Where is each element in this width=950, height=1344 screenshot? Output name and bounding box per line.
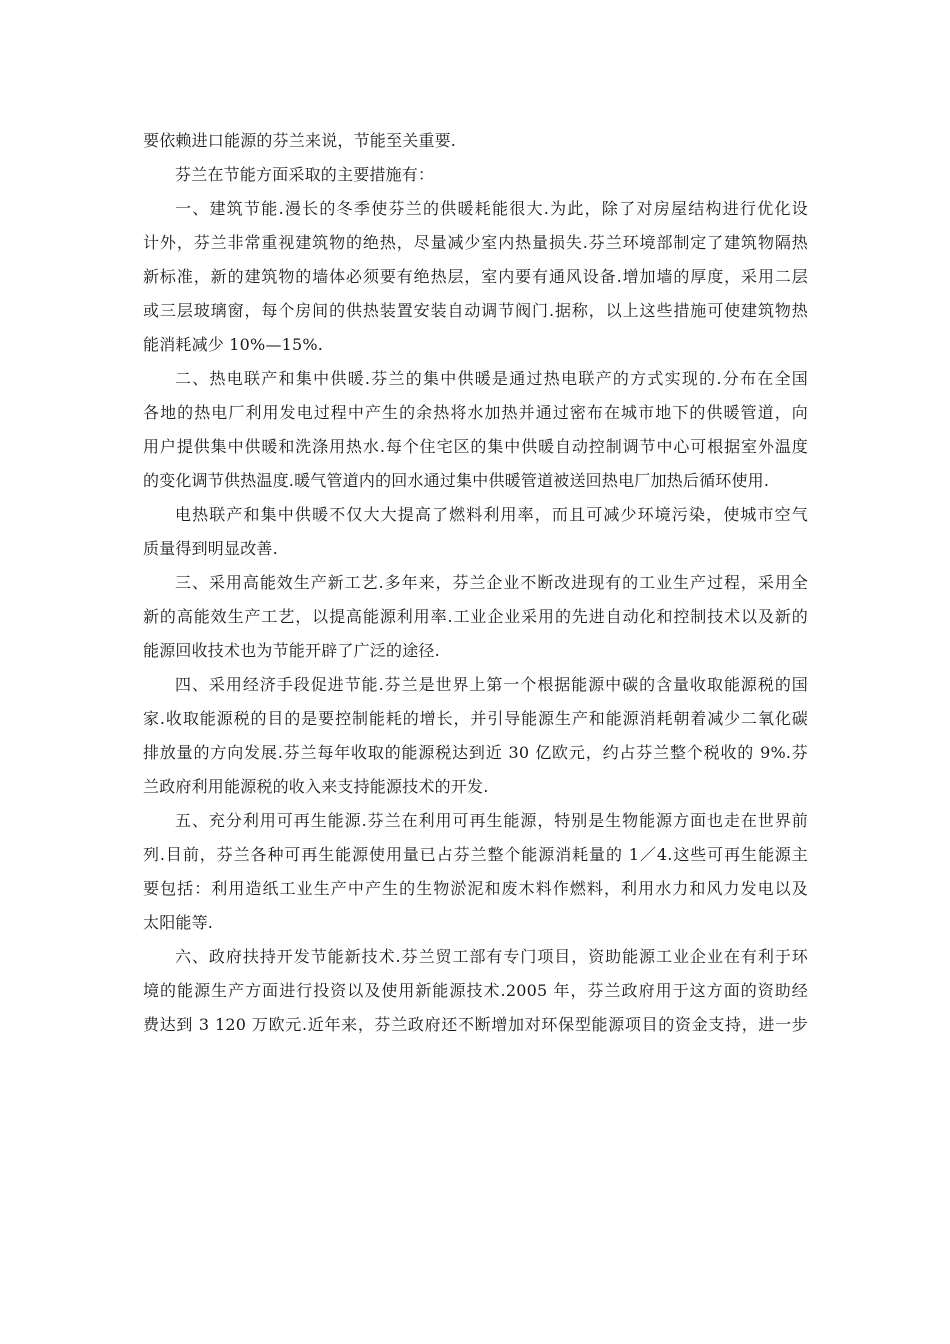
text-line: 要依赖进口能源的芬兰来说，节能至关重要.: [143, 131, 457, 150]
paragraph-line: 各地的热电厂利用发电过程中产生的余热将水加热并通过密布在城市地下的供暖管道，向: [143, 403, 808, 422]
paragraph-line: 排放量的方向发展.芬兰每年收取的能源税达到近 30 亿欧元，约占芬兰整个税收的 9%.芬: [143, 743, 808, 762]
paragraph-line: 兰政府利用能源税的收入来支持能源技术的开发.: [143, 777, 489, 796]
paragraph-line: 的变化调节供热温度.暖气管道内的回水通过集中供暖管道被送回热电厂加热后循环使用.: [143, 471, 770, 490]
paragraph-line: 用户提供集中供暖和洗涤用热水.每个住宅区的集中供暖自动控制调节中心可根据室外温度: [143, 437, 808, 456]
paragraph-line: 或三层玻璃窗，每个房间的供热装置安装自动调节阀门.据称，以上这些措施可使建筑物热: [143, 301, 808, 320]
paragraph-line: 费达到 3 120 万欧元.近年来，芬兰政府还不断增加对环保型能源项目的资金支持，进一步: [143, 1015, 808, 1034]
document-body: [143, 124, 808, 1042]
paragraph-line: 电热联产和集中供暖不仅大大提高了燃料利用率，而且可减少环境污染，使城市空气: [175, 505, 808, 524]
paragraph-line: 三、采用高能效生产新工艺.多年来，芬兰企业不断改进现有的工业生产过程，采用全: [175, 573, 808, 592]
paragraph-line: 一、建筑节能.漫长的冬季使芬兰的供暖耗能很大.为此，除了对房屋结构进行优化设: [175, 199, 808, 218]
paragraph-line: 能消耗减少 10%—15%.: [143, 335, 324, 354]
paragraph-intro: 芬兰在节能方面采取的主要措施有：: [175, 165, 435, 184]
paragraph-line: 能源回收技术也为节能开辟了广泛的途径.: [143, 641, 440, 660]
paragraph-line: 列.目前，芬兰各种可再生能源使用量已占芬兰整个能源消耗量的 1／4.这些可再生能源主: [143, 845, 808, 864]
paragraph-line: 家.收取能源税的目的是要控制能耗的增长，并引导能源生产和能源消耗朝着减少二氧化碳: [143, 709, 808, 728]
paragraph-line: 计外，芬兰非常重视建筑物的绝热，尽量减少室内热量损失.芬兰环境部制定了建筑物隔热: [143, 233, 808, 252]
paragraph-line: 境的能源生产方面进行投资以及使用新能源技术.2005 年，芬兰政府用于这方面的资助经: [143, 981, 808, 1000]
paragraph-line: 要包括：利用造纸工业生产中产生的生物淤泥和废木料作燃料，利用水力和风力发电以及: [143, 879, 808, 898]
paragraph-line: 新标准，新的建筑物的墙体必须要有绝热层，室内要有通风设备.增加墙的厚度，采用二层: [143, 267, 808, 286]
paragraph-line: 四、采用经济手段促进节能.芬兰是世界上第一个根据能源中碳的含量收取能源税的国: [175, 675, 808, 694]
paragraph-line: 二、热电联产和集中供暖.芬兰的集中供暖是通过热电联产的方式实现的.分布在全国: [175, 369, 808, 388]
paragraph-line: 五、充分利用可再生能源.芬兰在利用可再生能源，特别是生物能源方面也走在世界前: [175, 811, 808, 830]
paragraph-line: 六、政府扶持开发节能新技术.芬兰贸工部有专门项目，资助能源工业企业在有利于环: [175, 947, 808, 966]
paragraph-line: 质量得到明显改善.: [143, 539, 278, 558]
paragraph-line: 太阳能等.: [143, 913, 214, 932]
paragraph-line: 新的高能效生产工艺，以提高能源利用率.工业企业采用的先进自动化和控制技术以及新的: [143, 607, 808, 626]
